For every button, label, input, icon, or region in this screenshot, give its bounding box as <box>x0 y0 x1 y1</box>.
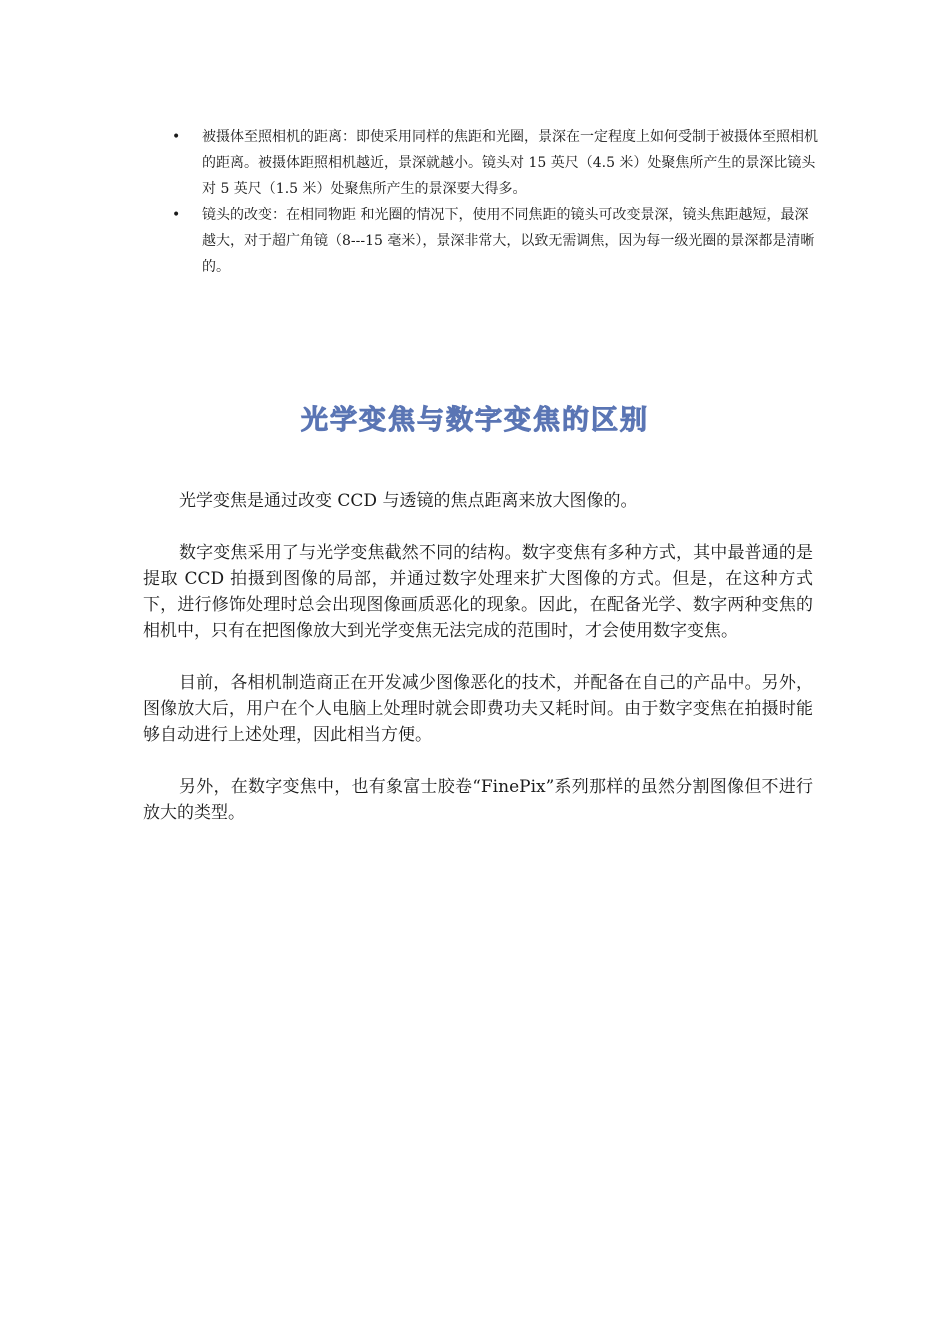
paragraph: 数字变焦采用了与光学变焦截然不同的结构。数字变焦有多种方式，其中最普通的是提取 CCD 拍摄到图像的局部，并通过数字处理来扩大图像的方式。但是，在这种方式下，进行修饰处理时总会出现图像画质恶化的现象。因此，在配备光学、数字两种变焦的相机中，只有在把图像放大到光学变焦无法完成的范围时，才会使用数字变焦。 <box>143 543 813 641</box>
bullet-item <box>170 202 820 280</box>
bullet-text: 镜头的改变：在相同物距 和光圈的情况下，使用不同焦距的镜头可改变景深，镜头焦距越短，最深越大，对于超广角镜（8---15 毫米），景深非常大，以致无需调焦，因为每一级光圈的景深都是清晰的。 <box>202 207 815 275</box>
paragraph: 光学变焦是通过改变 CCD 与透镜的焦点距离来放大图像的。 <box>179 491 638 511</box>
paragraph: 目前，各相机制造商正在开发减少图像恶化的技术，并配备在自己的产品中。另外，图像放大后，用户在个人电脑上处理时就会即费功夫又耗时间。由于数字变焦在拍摄时能够自动进行上述处理，因此相当方便。 <box>143 673 813 745</box>
body-text <box>143 488 813 852</box>
section-title: 光学变焦与数字变焦的区别 <box>301 405 649 436</box>
bullet-icon: • <box>172 207 181 223</box>
bullet-text: 被摄体至照相机的距离：即使采用同样的焦距和光圈，景深在一定程度上如何受制于被摄体至照相机的距离。被摄体距照相机越近，景深就越小。镜头对 15 英尺（4.5 米）处聚焦所产生的景深比镜头对 5 英尺（1.5 米）处聚焦所产生的景深要大得多。 <box>202 129 818 197</box>
bullet-icon: • <box>172 129 181 145</box>
bullet-list <box>170 124 820 280</box>
bullet-item <box>170 124 820 202</box>
paragraph: 另外，在数字变焦中，也有象富士胶卷“FinePix”系列那样的虽然分割图像但不进行放大的类型。 <box>143 777 813 823</box>
